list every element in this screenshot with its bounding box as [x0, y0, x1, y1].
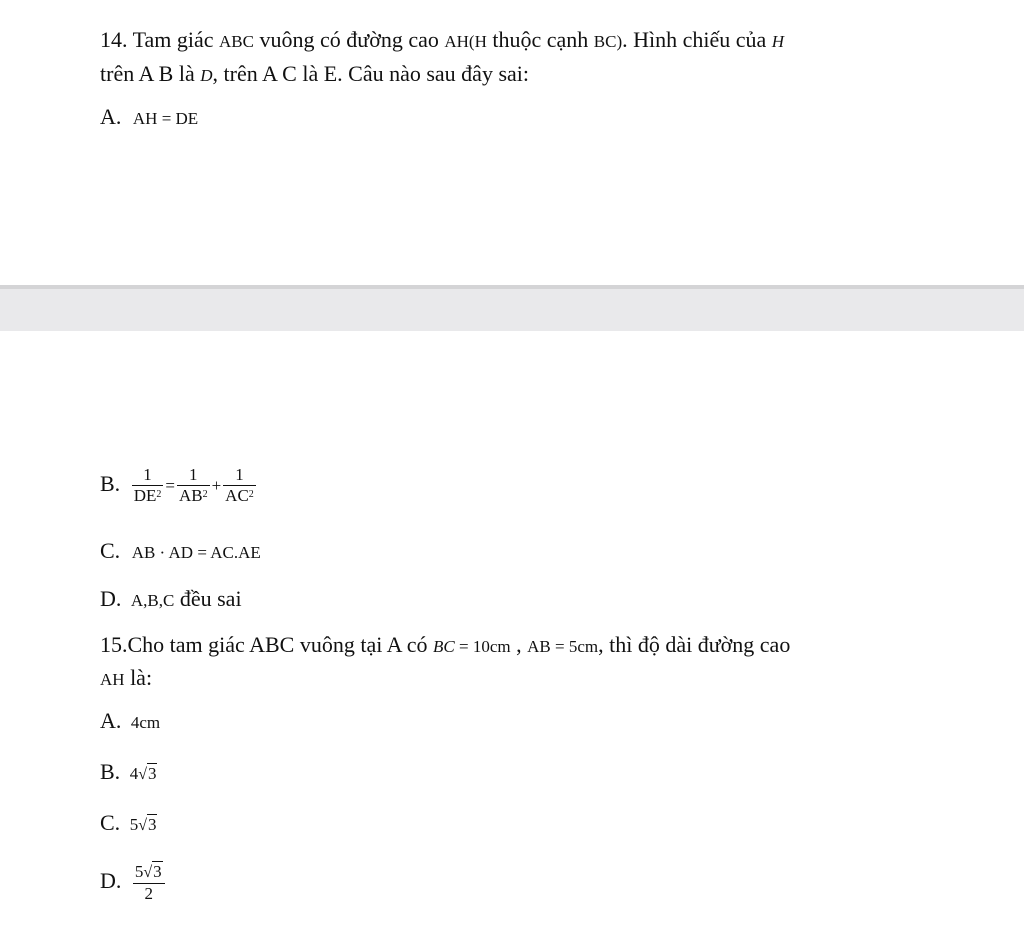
option-label: B. — [100, 471, 121, 496]
equals-sign: = — [165, 475, 175, 495]
option-math — [130, 812, 158, 839]
fraction-1-over-ac2 — [223, 465, 256, 506]
option-math: AH = DE — [132, 109, 199, 128]
q14-text: 14. Tam giác — [100, 27, 220, 52]
option-text: đều sai — [174, 586, 242, 611]
plus-sign: + — [211, 475, 222, 495]
q14-text: , trên A C là E. Câu nào sau đây sai: — [212, 61, 529, 86]
option-label: C. — [100, 538, 121, 563]
q14-option-c — [100, 538, 261, 566]
numerator — [133, 862, 165, 883]
numerator: 1 — [189, 465, 198, 485]
q15-text: 15.Cho tam giác ABC vuông tại A có — [100, 632, 434, 657]
q14-math-d: D — [200, 66, 213, 85]
fraction-1-over-ab2 — [177, 465, 210, 506]
option-label: C. — [100, 810, 121, 835]
q14-math-h: H — [771, 32, 785, 51]
q14-text: trên A B là — [100, 61, 201, 86]
option-label: A. — [100, 104, 122, 129]
page-gap — [0, 285, 1024, 331]
option-label: B. — [100, 759, 121, 784]
q14-option-a — [100, 104, 198, 132]
sqrt-icon: √ — [138, 766, 147, 783]
option-math: 4cm — [130, 713, 161, 732]
coefficient: 5 — [134, 861, 144, 881]
q15-separator: , — [510, 632, 528, 657]
q15-option-b — [100, 759, 157, 788]
document-page-bottom — [0, 331, 1024, 942]
exponent: 2 — [248, 489, 254, 501]
radicand: 3 — [153, 861, 162, 881]
q14-math-bc: BC) — [593, 32, 623, 51]
q14-option-d — [100, 586, 242, 614]
q14-line-2 — [100, 61, 529, 89]
fraction-5sqrt3-over-2 — [133, 862, 165, 904]
q14-line-1 — [100, 27, 784, 55]
denominator — [132, 485, 164, 506]
q14-text: thuộc cạnh — [486, 27, 594, 52]
q15-math-bc-value: = 10cm — [454, 637, 511, 656]
option-label: D. — [100, 586, 122, 611]
option-math: A,B,C — [130, 591, 175, 610]
q15-line-1 — [100, 632, 790, 660]
document-page-top — [0, 0, 1024, 285]
q15-text: là: — [124, 665, 153, 690]
radicand: 3 — [147, 815, 157, 834]
denominator-base: AB — [178, 486, 203, 506]
option-label: A. — [100, 708, 122, 733]
q15-text: , thì độ dài đường cao — [598, 632, 791, 657]
exponent: 2 — [202, 489, 208, 501]
q15-option-d — [100, 858, 165, 904]
denominator — [223, 485, 256, 506]
sqrt-icon: √ — [143, 863, 153, 881]
denominator-base: DE — [133, 486, 157, 506]
coefficient: 4 — [129, 764, 139, 783]
exponent: 2 — [156, 489, 162, 501]
option-label: D. — [100, 868, 122, 893]
option-math — [130, 761, 158, 788]
q15-option-c — [100, 810, 157, 839]
fraction-1-over-de2 — [132, 465, 164, 506]
q15-option-a — [100, 708, 160, 736]
numerator: 1 — [235, 465, 244, 485]
coefficient: 5 — [129, 815, 139, 834]
q14-text: vuông có đường cao — [254, 27, 445, 52]
denominator: 2 — [133, 883, 165, 904]
q14-text: . Hình chiếu của — [622, 27, 772, 52]
q14-math-abc: ABC — [219, 32, 254, 51]
option-math: AB · AD = AC.AE — [131, 543, 261, 562]
q15-math-ah: AH — [100, 670, 125, 689]
q14-math-ah: AH(H — [444, 32, 487, 51]
numerator: 1 — [143, 465, 152, 485]
radicand: 3 — [147, 764, 157, 783]
q15-line-2 — [100, 665, 152, 693]
sqrt-icon: √ — [138, 817, 147, 834]
q15-math-bc: BC — [433, 637, 455, 656]
denominator-base: AC — [225, 486, 249, 506]
q15-math-ab: AB = 5cm — [527, 637, 599, 656]
denominator — [177, 485, 210, 506]
q14-option-b — [100, 462, 256, 508]
